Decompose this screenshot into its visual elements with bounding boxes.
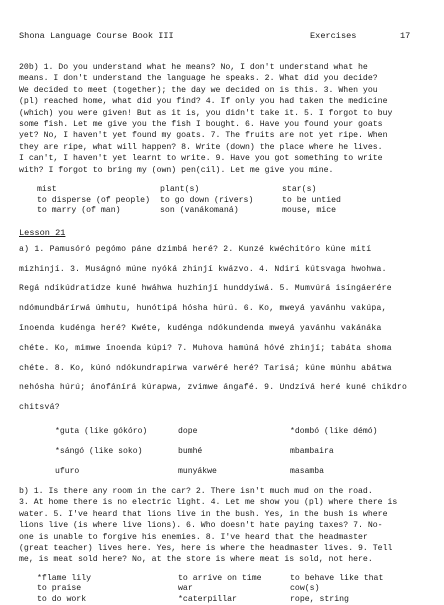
vocab-cell: to disperse (of people) xyxy=(37,195,151,205)
lesson-heading: Lesson 21 xyxy=(19,227,66,238)
vocab-cell: to arrive on time xyxy=(178,573,262,583)
text-line: some fish. Let me give you the fish I bought. 6. Have you found your goats xyxy=(19,120,383,129)
vocab-cell: *guta (like gókóro) xyxy=(55,427,148,436)
vocab-row xyxy=(0,574,444,584)
vocab-row xyxy=(0,467,444,477)
text-line: water. 5. I've heard that lions live in the bush. Yes, in the bush is where xyxy=(19,509,388,519)
text-line: ndómundbárírwá úmhutu, hunótipá hósha húrú. 6. Ko, mweyá yavánhu vakúpa, xyxy=(19,304,387,314)
vocab-cell: masamba xyxy=(290,467,324,476)
text-line: chéte. Ko, mimwe înoenda kúpi? 7. Muhova hamúná hóvé zhinjí; tabáta shoma xyxy=(19,343,392,353)
vocab-cell: ufuro xyxy=(55,467,80,476)
vocab-row xyxy=(0,206,444,216)
text-line: We decided to meet (together); the day we decided on is this. 3. When you xyxy=(19,85,378,95)
page-number: 17 xyxy=(400,31,411,41)
text-line: they are ripe, what will happen? 8. Write (down) the place where he lives. xyxy=(19,142,383,152)
text-line: means. I don't understand the language he speaks. 2. What did you decide? xyxy=(19,74,378,84)
text-line: chitsvá? xyxy=(19,403,60,413)
vocab-cell: to marry (of man) xyxy=(37,206,121,216)
vocab-cell: rope, string xyxy=(290,594,349,604)
vocab-cell: munyákwe xyxy=(178,467,217,476)
vocab-cell: to be untied xyxy=(282,195,341,205)
vocab-cell: star(s) xyxy=(282,185,317,194)
text-line: înoenda kudénga heré? Kwéte, kudénga ndókundenda mweyá yavánhu vakánáka xyxy=(19,324,382,333)
text-line: with? I forgot to bring my (own) pen(cil). Let me give you mine. xyxy=(19,165,334,175)
vocab-cell: cow(s) xyxy=(290,584,320,594)
vocab-cell: to go down (rivers) xyxy=(160,195,254,205)
vocab-cell: plant(s) xyxy=(160,185,200,194)
section-title: Exercises xyxy=(310,31,357,41)
vocab-cell: to praise xyxy=(37,584,82,594)
vocab-cell: *sángó (like soko) xyxy=(55,447,143,456)
vocab-cell: mouse, mice xyxy=(282,206,337,216)
text-line: me, is meat sold here? No, at the store is where meat is sold, not here. xyxy=(19,555,373,565)
vocab-cell: *caterpillar xyxy=(178,594,237,604)
vocab-row xyxy=(0,196,444,206)
text-line: 20b) 1. Do you understand what he means? No, I don't understand what he xyxy=(19,63,368,72)
vocab-cell: bumhé xyxy=(178,447,203,456)
vocab-cell: *dombó (like démó) xyxy=(290,427,378,436)
vocab-cell: to behave like that xyxy=(290,573,384,583)
vocab-cell: *flame lily xyxy=(37,573,92,583)
vocab-row xyxy=(0,447,444,457)
text-line: chéte. 8. Ko, kúnó ndókundrapirwa varwéré heré? Tarisá; kúne múnhu abátwa xyxy=(19,363,392,373)
text-line: (pl) reached home, what did you find? 4. If only you had taken the medicine xyxy=(19,97,388,107)
text-line: mizhinjí. 3. Muságnó múne nyóká zhinjí kwázvo. 4. Ndirí kútsvaga hwohwa. xyxy=(19,264,387,274)
text-line: one is unable to forgive his enemies. 8. I've heard that the headmaster xyxy=(19,532,368,542)
text-line: yet? No, I haven't yet found my goats. 7. The fruits are not yet ripe. When xyxy=(19,131,388,141)
text-line: (great teacher) lives here. Yes, here is where the headmaster lives. 9. Tell xyxy=(19,544,393,553)
text-line: nehósha húrú; ánofánírá kúrapwa, zvimwe ángafé. 9. Undzívá heré kuné chikdro xyxy=(19,383,408,393)
vocab-cell: son (vanákomaná) xyxy=(160,206,239,216)
text-line: I can't, I haven't yet learnt to write. 9. Have you got something to write xyxy=(19,154,383,164)
text-line: Regá ndíkúdratidze kuné hwáhwa huzhinjí hunddyíwá. 5. Mumvúrá isíngáerére xyxy=(19,284,392,294)
vocab-cell: war xyxy=(178,584,193,594)
text-line: a) 1. Pamusóró pegómo páne dzimbá heré? 2. Kunzé kwéchitóro kúne mití xyxy=(19,244,372,254)
book-title: Shona Language Course Book III xyxy=(19,31,174,41)
vocab-cell: mist xyxy=(37,185,57,194)
text-line: 3. At home there is no electric light. 4. Let me show you (pl) where there is xyxy=(19,498,398,508)
vocab-row xyxy=(0,185,444,195)
text-line: (which) you were given! But as it is, you didn't take it. 5. I forgot to buy xyxy=(19,108,393,118)
vocab-row xyxy=(0,584,444,594)
text-line: lions live (is where live lions). 6. Who doesn't hate paying taxes? 7. No- xyxy=(19,521,383,531)
text-line: b) 1. Is there any room in the car? 2. There isn't much mud on the road. xyxy=(19,487,373,496)
vocab-row xyxy=(0,427,444,437)
vocab-cell: mbambaira xyxy=(290,447,334,456)
vocab-cell: to do work xyxy=(37,594,87,604)
vocab-cell: dope xyxy=(178,427,198,436)
